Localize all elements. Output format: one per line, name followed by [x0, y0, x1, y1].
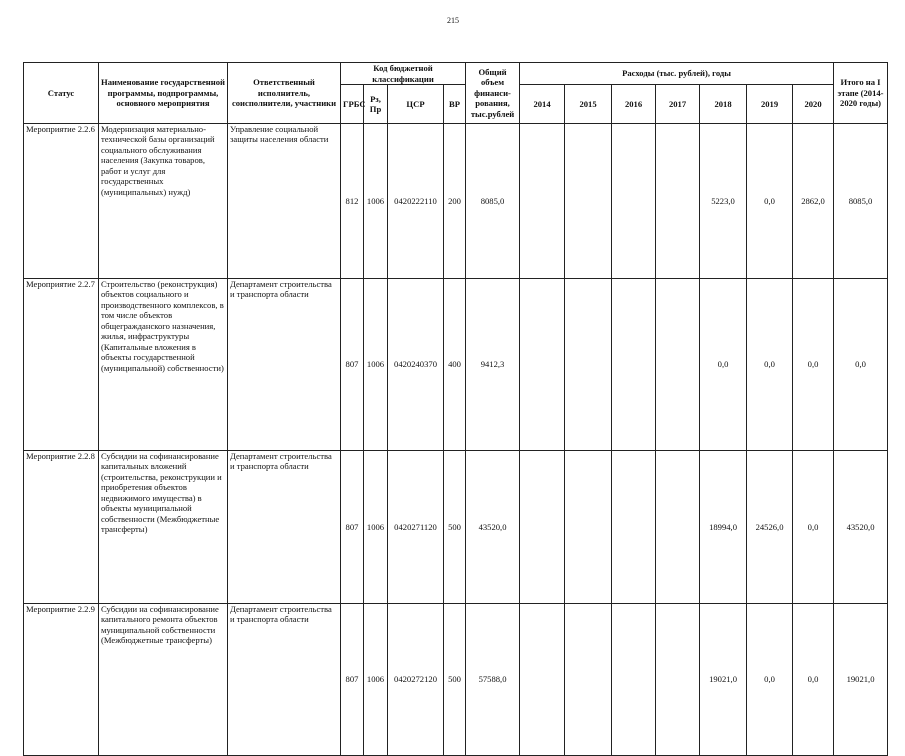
row-year-2019: 0,0 [747, 124, 793, 279]
header-grbs: ГРБС [341, 85, 364, 124]
row-executor: Департамент строительства и транспорта области [228, 604, 341, 756]
row-executor: Управление социальной защиты населения области [228, 124, 341, 279]
row-grbs: 807 [341, 604, 364, 756]
row-name: Субсидии на софинансирование капитального ремонта объектов муниципальной собственности (Межбюджетные трансферты) [99, 604, 228, 756]
table-row [24, 451, 888, 604]
row-vr: 200 [444, 124, 466, 279]
header-stage-total: Итого на I этапе (2014-2020 годы) [834, 63, 888, 124]
row-year-2019: 0,0 [747, 604, 793, 756]
row-year-2018: 18994,0 [700, 451, 747, 604]
row-year-2015 [565, 124, 612, 279]
page-number: 215 [447, 16, 459, 25]
row-csr: 0420271120 [388, 451, 444, 604]
row-status: Мероприятие 2.2.9 [24, 604, 99, 756]
row-rzpr: 1006 [364, 451, 388, 604]
budget-table [23, 62, 888, 756]
row-year-2020: 2862,0 [793, 124, 834, 279]
header-year-2017: 2017 [656, 85, 700, 124]
row-stage-total: 19021,0 [834, 604, 888, 756]
table-row [24, 604, 888, 756]
row-year-2018: 0,0 [700, 279, 747, 451]
row-executor: Департамент строительства и транспорта области [228, 279, 341, 451]
row-year-2019: 24526,0 [747, 451, 793, 604]
header-year-2018: 2018 [700, 85, 747, 124]
header-year-2019: 2019 [747, 85, 793, 124]
table-row [24, 279, 888, 451]
row-year-2020: 0,0 [793, 279, 834, 451]
row-name: Модернизация материально-технической базы организаций социального обслуживания населения (Закупка товаров, работ и услуг для государственных (муниципальных) нужд) [99, 124, 228, 279]
row-status: Мероприятие 2.2.8 [24, 451, 99, 604]
table-row [24, 124, 888, 279]
header-status: Статус [24, 63, 99, 124]
header-year-2016: 2016 [612, 85, 656, 124]
row-year-2017 [656, 279, 700, 451]
header-total-volume: Общий объем финанси-рования, тыс.рублей [466, 63, 520, 124]
row-total: 57588,0 [466, 604, 520, 756]
row-rzpr: 1006 [364, 604, 388, 756]
row-year-2015 [565, 279, 612, 451]
row-grbs: 812 [341, 124, 364, 279]
row-year-2014 [520, 604, 565, 756]
header-year-2015: 2015 [565, 85, 612, 124]
row-total: 9412,3 [466, 279, 520, 451]
header-vr: ВР [444, 85, 466, 124]
header-year-2014: 2014 [520, 85, 565, 124]
header-rzpr: Рз, Пр [364, 85, 388, 124]
row-year-2020: 0,0 [793, 604, 834, 756]
row-rzpr: 1006 [364, 124, 388, 279]
row-year-2018: 19021,0 [700, 604, 747, 756]
header-expenses: Расходы (тыс. рублей), годы [520, 63, 834, 85]
row-year-2020: 0,0 [793, 451, 834, 604]
row-vr: 400 [444, 279, 466, 451]
header-executor: Ответственный исполнитель, соисполнители, участники [228, 63, 341, 124]
row-status: Мероприятие 2.2.7 [24, 279, 99, 451]
header-csr: ЦСР [388, 85, 444, 124]
row-year-2018: 5223,0 [700, 124, 747, 279]
row-csr: 0420222110 [388, 124, 444, 279]
row-year-2019: 0,0 [747, 279, 793, 451]
row-stage-total: 8085,0 [834, 124, 888, 279]
row-total: 8085,0 [466, 124, 520, 279]
row-year-2015 [565, 604, 612, 756]
row-grbs: 807 [341, 279, 364, 451]
row-rzpr: 1006 [364, 279, 388, 451]
row-csr: 0420240370 [388, 279, 444, 451]
row-year-2016 [612, 604, 656, 756]
row-year-2017 [656, 451, 700, 604]
row-year-2014 [520, 124, 565, 279]
row-year-2015 [565, 451, 612, 604]
row-executor: Департамент строительства и транспорта области [228, 451, 341, 604]
row-year-2014 [520, 451, 565, 604]
row-csr: 0420272120 [388, 604, 444, 756]
row-year-2014 [520, 279, 565, 451]
row-name: Субсидии на софинансирование капитальных вложений (строительства, реконструкции и приобретения объектов недвижимого имущества) в объекты муниципальной собственности (Межбюджетные трансферты) [99, 451, 228, 604]
row-status: Мероприятие 2.2.6 [24, 124, 99, 279]
row-stage-total: 0,0 [834, 279, 888, 451]
row-total: 43520,0 [466, 451, 520, 604]
row-year-2017 [656, 604, 700, 756]
header-year-2020: 2020 [793, 85, 834, 124]
row-year-2017 [656, 124, 700, 279]
row-grbs: 807 [341, 451, 364, 604]
row-vr: 500 [444, 604, 466, 756]
row-year-2016 [612, 451, 656, 604]
row-name: Строительство (реконструкция) объектов социального и производственного комплексов, в том числе объектов общегражданского назначения, жилья, инфраструктуры (Капитальные вложения в объекты государственной (муниципальной) собственности) [99, 279, 228, 451]
row-stage-total: 43520,0 [834, 451, 888, 604]
row-year-2016 [612, 124, 656, 279]
row-vr: 500 [444, 451, 466, 604]
header-budget-code: Код бюджетной классификации [341, 63, 466, 85]
row-year-2016 [612, 279, 656, 451]
header-name: Наименование государственной программы, подпрограммы, основного мероприятия [99, 63, 228, 124]
